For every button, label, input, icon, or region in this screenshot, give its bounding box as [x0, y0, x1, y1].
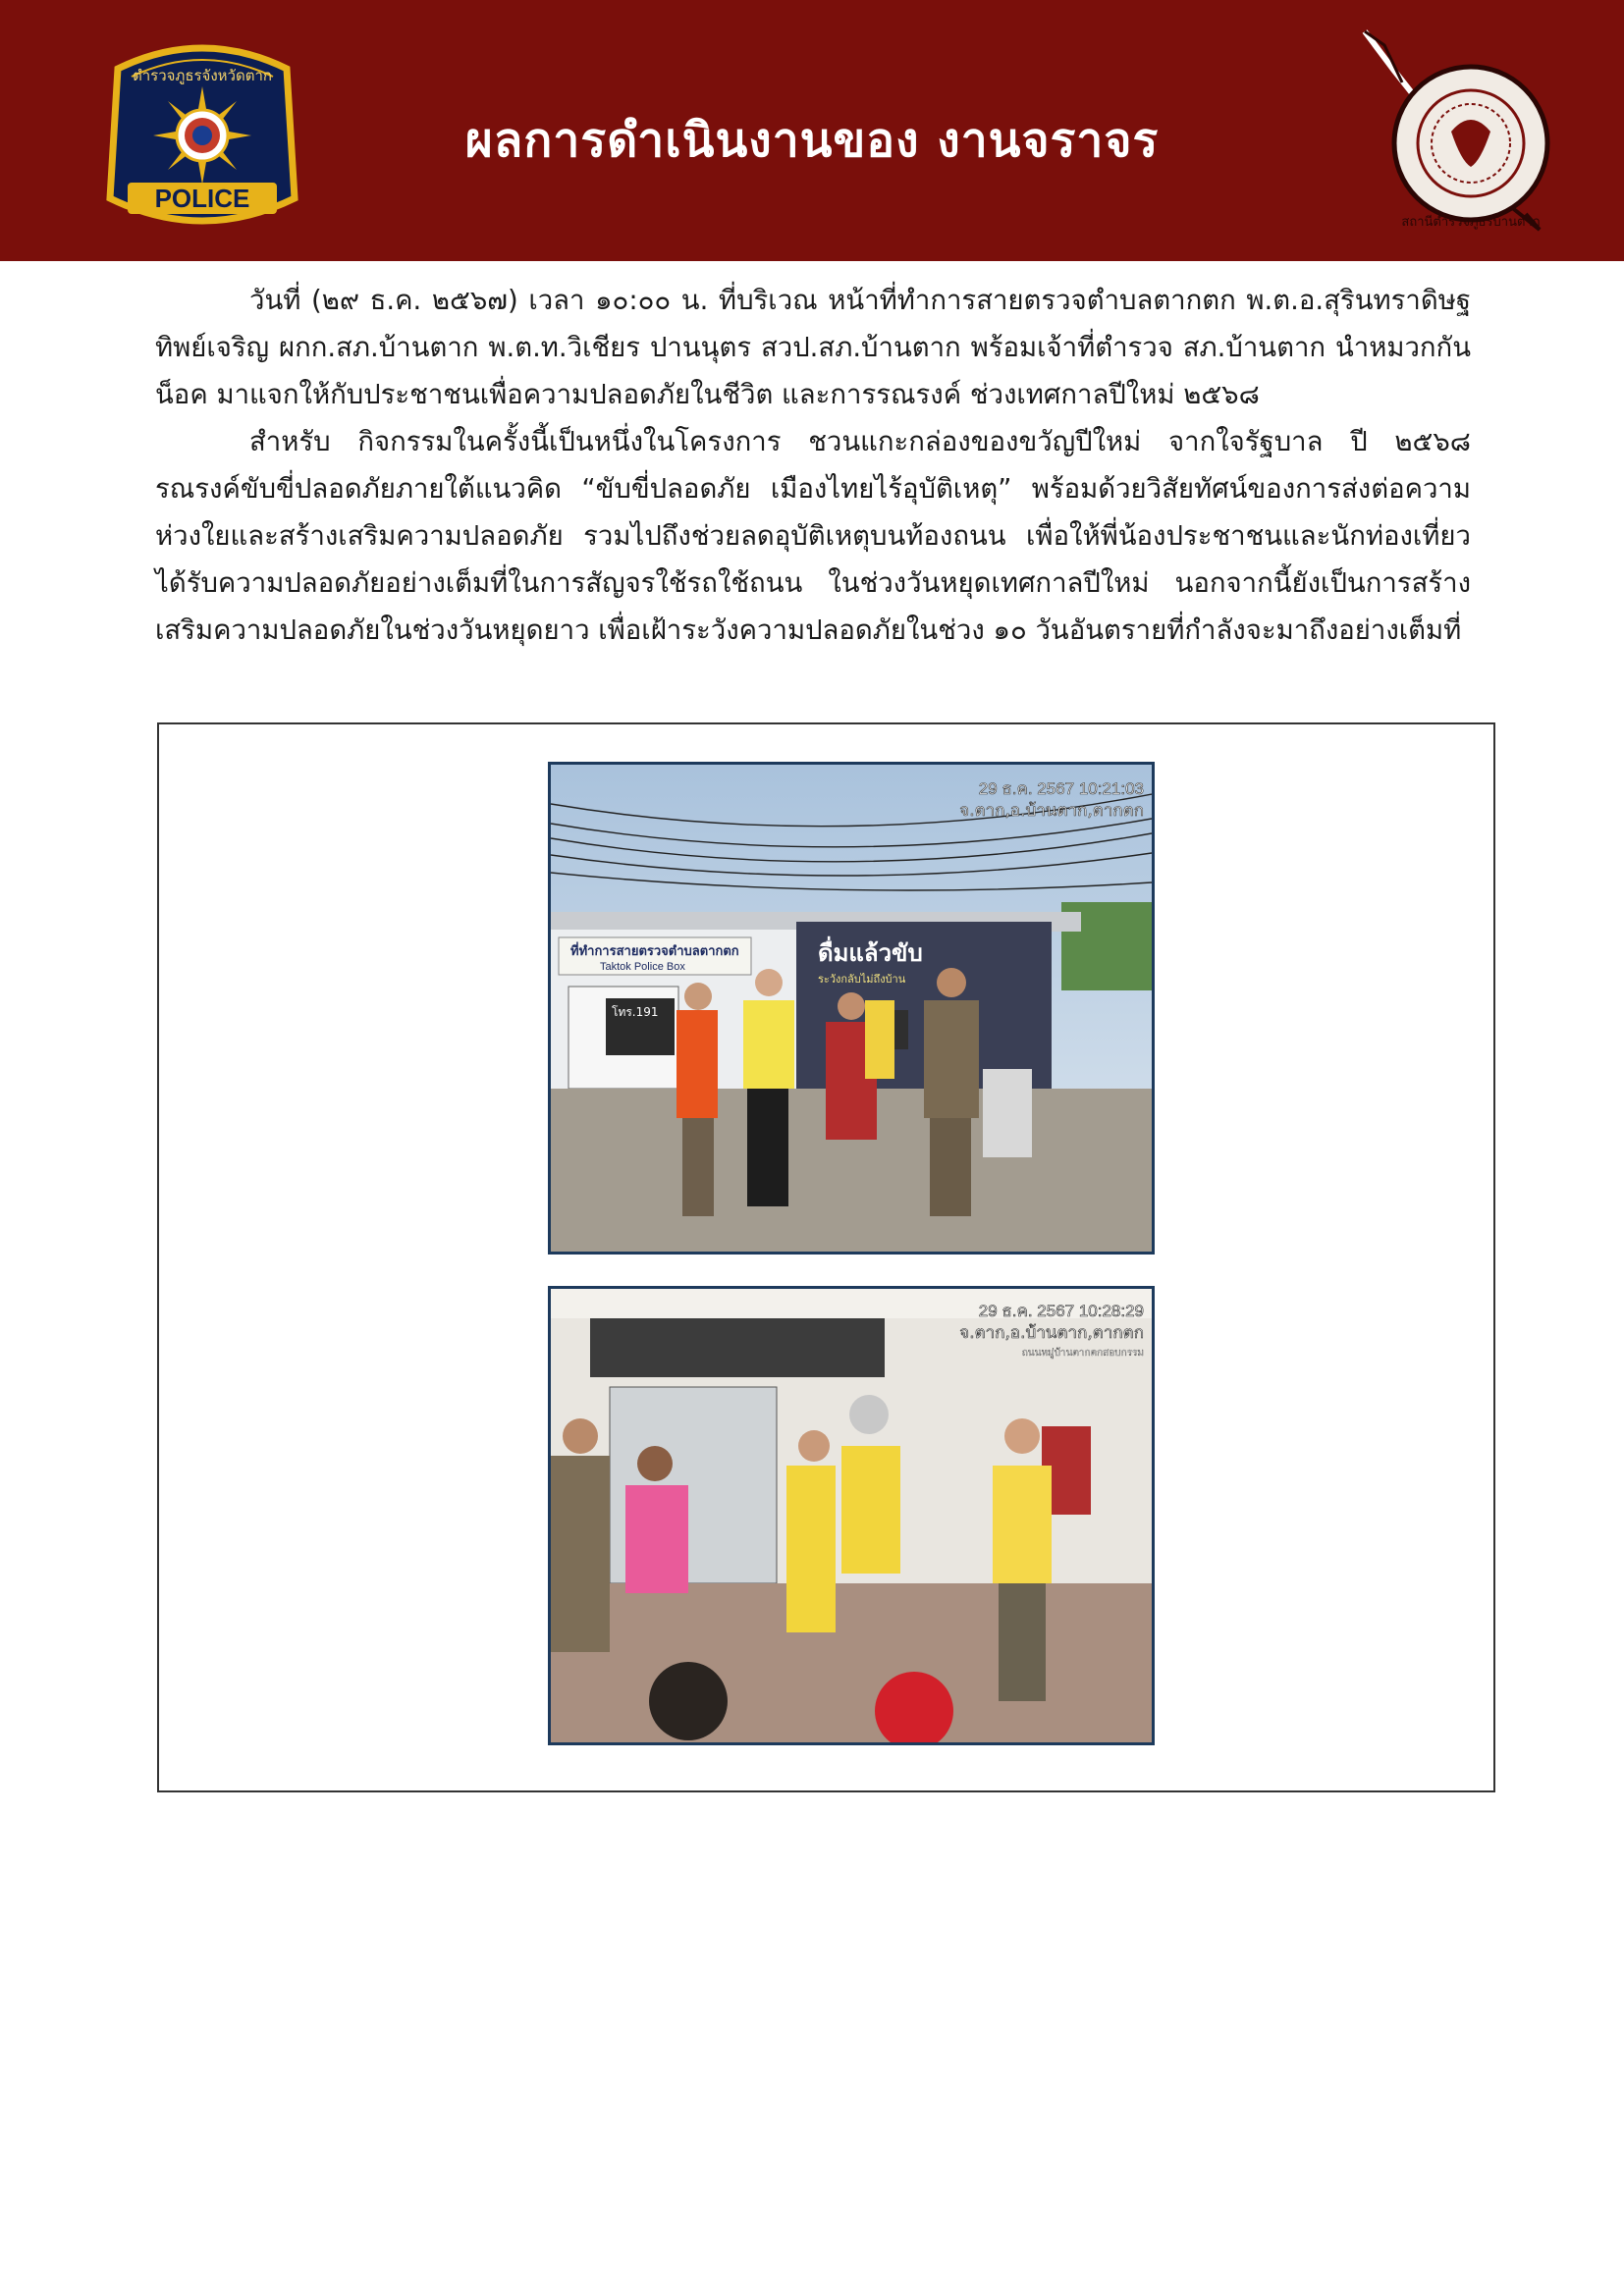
photo-2-location: จ.ตาก,อ.บ้านตาก,ตากตก: [959, 1323, 1144, 1343]
seal-text: สถานีตำรวจภูธรบ้านตาก: [1401, 215, 1541, 230]
photo-2-road: ถนนหมู่บ้านตากตกสอบกรรม: [1021, 1348, 1144, 1359]
banner-text: ดื่มแล้วขับ: [818, 939, 923, 967]
photo-1-location: จ.ตาก,อ.บ้านตาก,ตากตก: [959, 801, 1144, 821]
photo-1-scene: [551, 765, 1152, 1252]
photo-2-timestamp: 29 ธ.ค. 2567 10:28:29: [978, 1302, 1144, 1320]
svg-text:ระวังกลับไม่ถึงบ้าน: ระวังกลับไม่ถึงบ้าน: [818, 973, 906, 986]
svg-text:ที่ทำการสายตรวจตำบลตากตก: ที่ทำการสายตรวจตำบลตากตก: [570, 944, 739, 959]
page-title: ผลการดำเนินงานของ งานจราจร: [464, 113, 1160, 168]
badge-text-bottom: POLICE: [154, 184, 250, 213]
svg-text:โทร.191: โทร.191: [612, 1005, 659, 1019]
photo-2-scene: [551, 1289, 1152, 1742]
badge-text-top: ตำรวจภูธรจังหวัดตาก: [133, 67, 272, 84]
svg-text:Taktok Police Box: Taktok Police Box: [600, 961, 685, 973]
paragraph-1: วันที่ (๒๙ ธ.ค. ๒๕๖๗) เวลา ๑๐:๐๐ น. ที่บริเวณ หน้าที่ทำการสายตรวจตำบลตากตก พ.ต.อ.สุรินทราดิษฐ ทิพย์เจริญ ผกก.สภ.บ้านตาก พ.ต.ท.วิเชียร ปานนุตร สวป.สภ.บ้านตาก พร้อมเจ้าที่ตำรวจ สภ.บ้านตาก นำหมวกกันน็อค มาแจกให้กับประชาชนเพื่อความปลอดภัยในชีวิต และการรณรงค์ ช่วงเทศกาลปีใหม่ ๒๕๖๘: [155, 285, 1471, 410]
station-seal-logo: [1353, 24, 1561, 241]
activity-photo-1: [548, 762, 1155, 1255]
paragraph-2: สำหรับ กิจกรรมในครั้งนี้เป็นหนึ่งในโครงการ ชวนแกะกล่องของขวัญปีใหม่ จากใจรัฐบาล ปี ๒๕๖๘ รณรงค์ขับขี่ปลอดภัยภายใต้แนวคิด “ขับขี่ปลอดภัย เมืองไทยไร้อุบัติเหตุ” พร้อมด้วยวิสัยทัศน์ของการส่งต่อความห่วงใยและสร้างเสริมความปลอดภัย รวมไปถึงช่วยลดอุบัติเหตุบนท้องถนน เพื่อให้พี่น้องประชาชนและนักท่องเที่ยวได้รับความปลอดภัยอย่างเต็มที่ในการสัญจรใช้รถใช้ถนน ในช่วงวันหยุดเทศกาลปีใหม่ นอกจากนี้ยังเป็นการสร้างเสริมความปลอดภัยในช่วงวันหยุดยาว เพื่อเฝ้าระวังความปลอดภัยในช่วง ๑๐ วันอันตรายที่กำลังจะมาถึงอย่างเต็มที่: [155, 426, 1471, 646]
report-body: [155, 277, 1471, 654]
activity-photo-2: [548, 1286, 1155, 1745]
page-header: [0, 0, 1624, 261]
photo-1-timestamp: 29 ธ.ค. 2567 10:21:03: [978, 779, 1144, 798]
